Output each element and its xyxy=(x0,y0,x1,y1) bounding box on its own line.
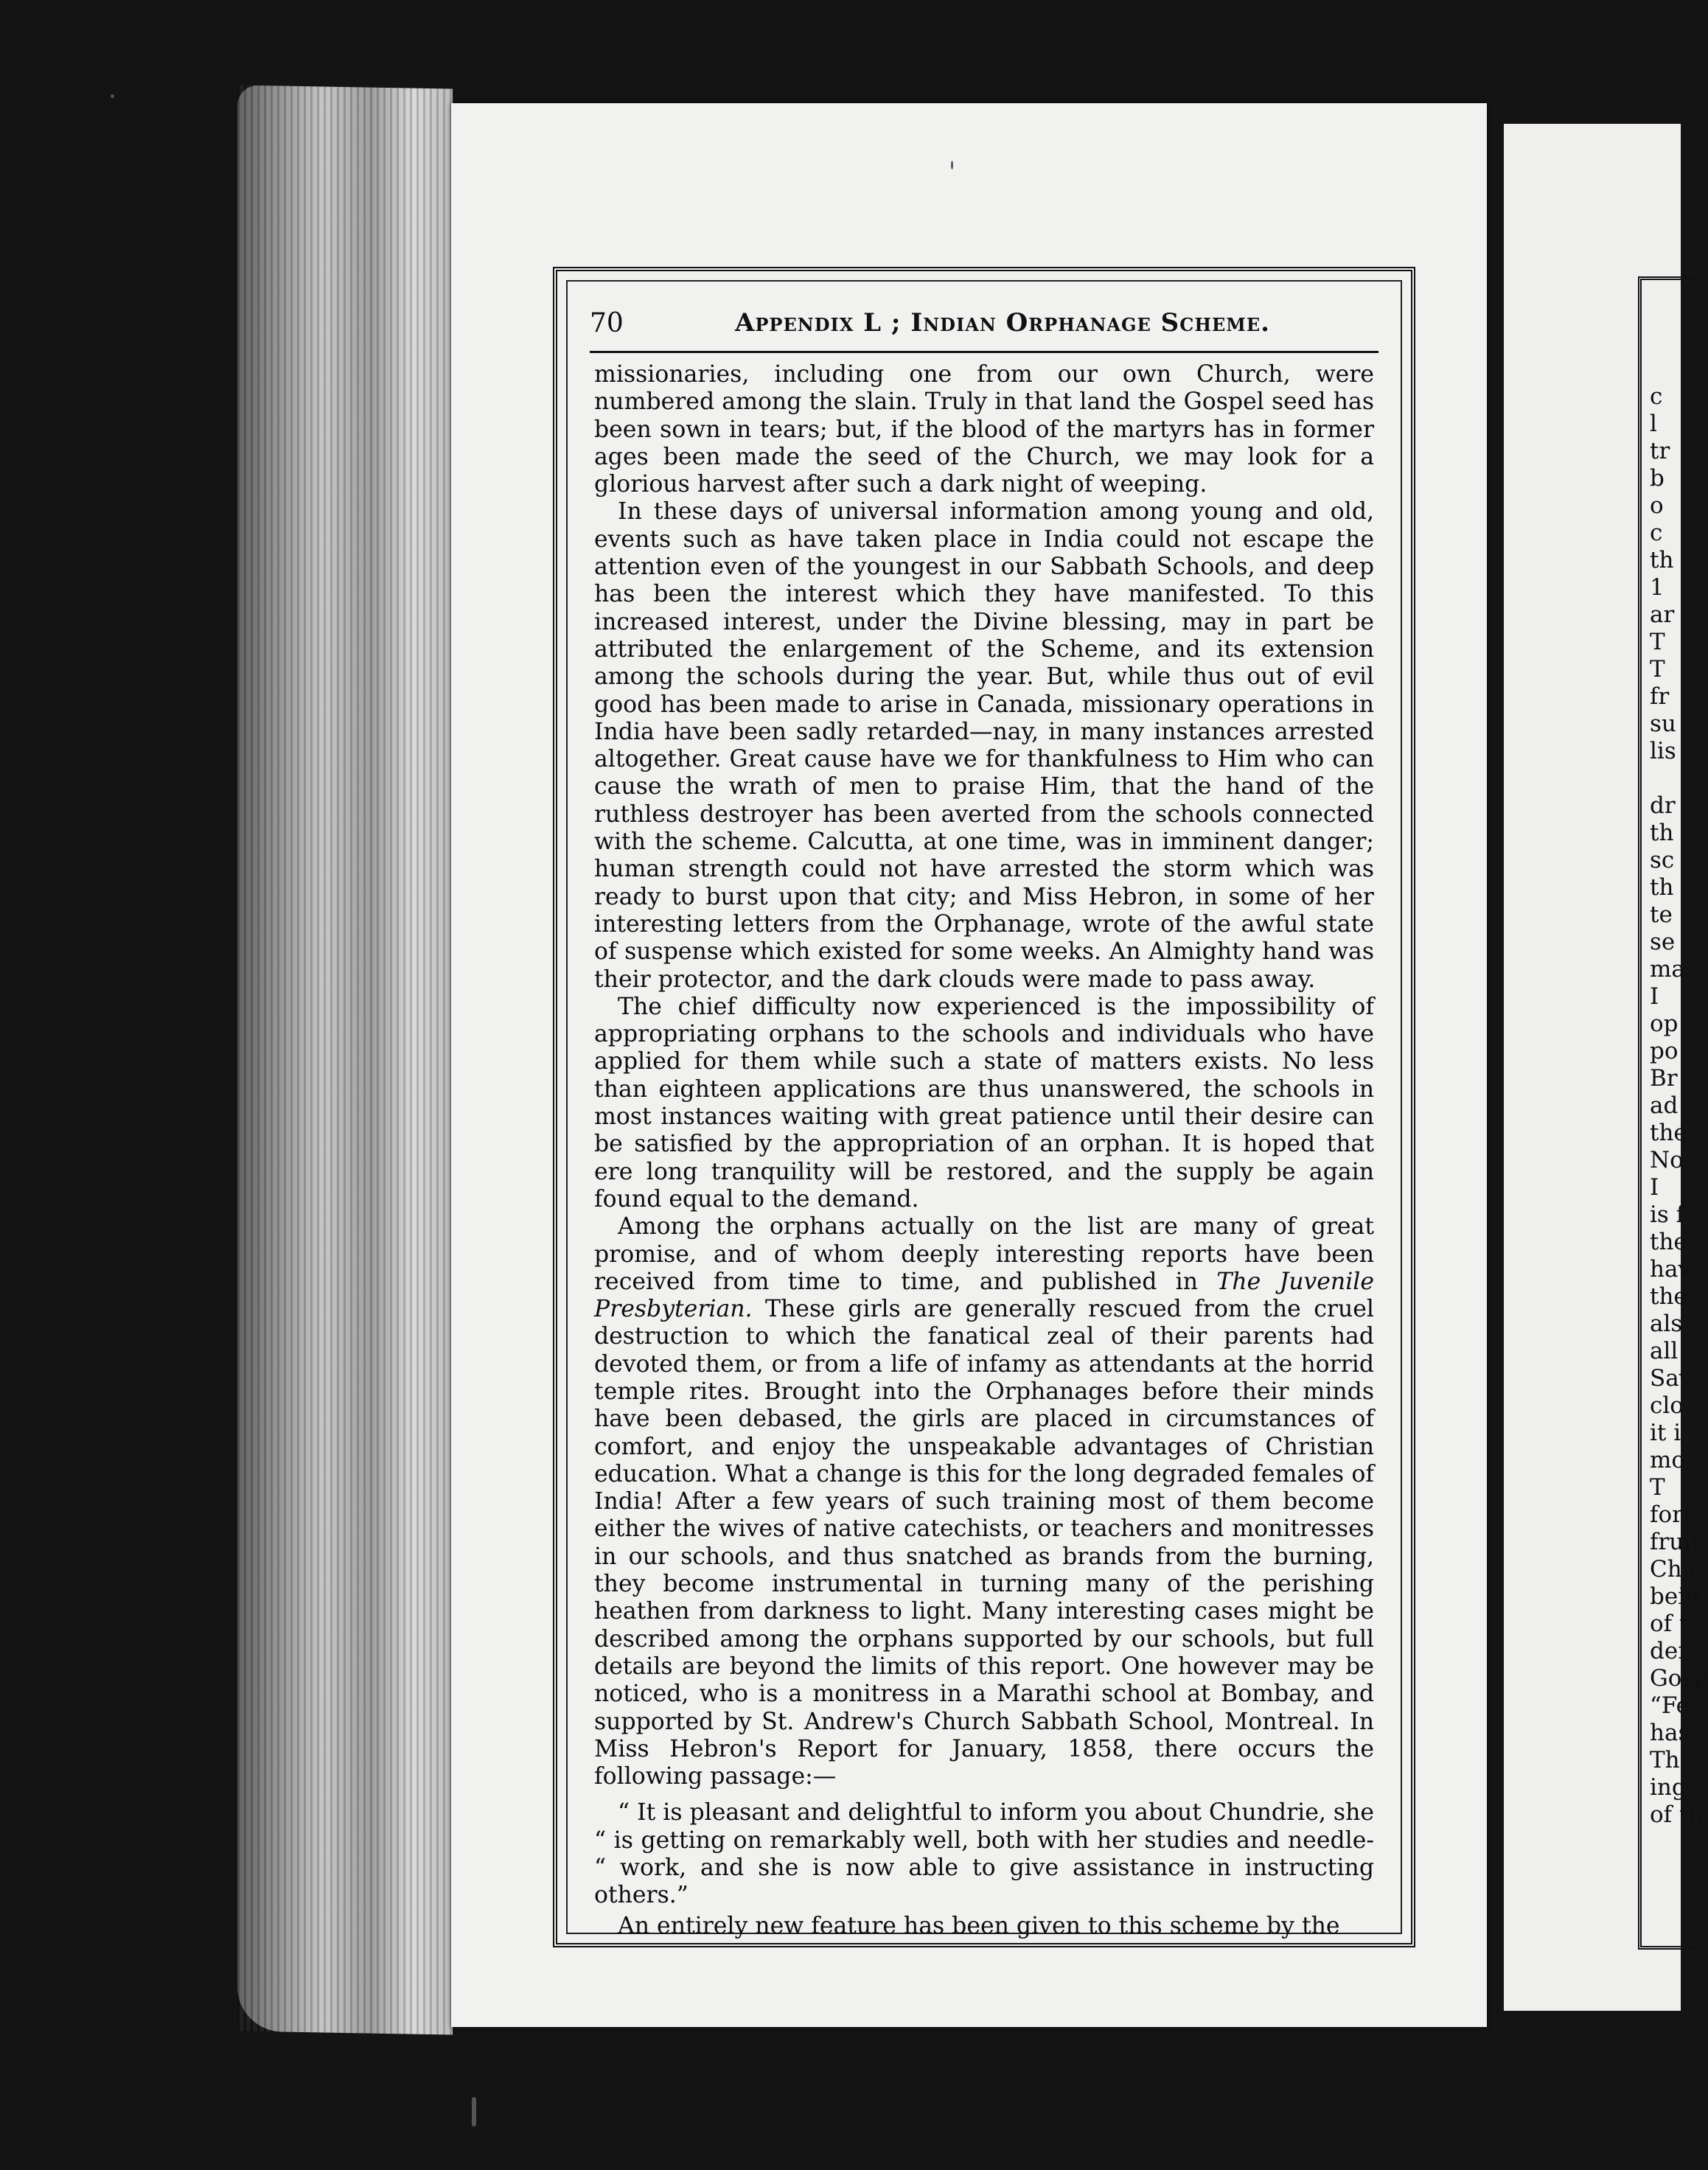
dust-speck xyxy=(472,2097,476,2127)
page-frame-inner xyxy=(566,280,1402,1939)
page-frame xyxy=(553,267,1415,1947)
body-text xyxy=(594,361,1374,1940)
publication-title: The Juvenile Presbyterian. xyxy=(594,1268,1374,1323)
running-head: Appendix L ; Indian Orphanage Scheme. xyxy=(734,308,1271,338)
quoted-passage: “ It is pleasant and delightful to inform you about Chundrie, she “ is getting on remarkably well, both with her studies and needle- “ work, and she is now able to give assistance in instructing others.” xyxy=(594,1799,1374,1909)
dust-speck xyxy=(951,161,953,170)
dust-speck xyxy=(111,94,114,98)
facing-page-text-fragments: c l tr b o c th 1 ar T T fr su lis dr th sc th te se ma I op po Br ad the No I is the hav the als all Sav clo it i mo T fort. fruit Chu bein of t der Gosp “Fe has Th ing of th xyxy=(1650,383,1708,1828)
paragraph-4-part-2: These girls are generally rescued from the cruel destruction to which the fanatical zeal of their parents had devoted them, or from a life of infamy as attendants at the horrid temple rites. Brought into the Orphanages before their minds have been debased, the girls are placed in circumstances of comfort, and enjoy the unspeakable advantages of Christian education. What a change is this for the long degraded females of India! After a few years of such training most of them become either the wives of native catechists, or teachers and monitresses in our schools, and thus snatched as brands from the burning, they become instrumental in turning many of the perishing heathen from darkness to light. Many interesting cases might be described among the orphans supported by our schools, but full details are beyond the limits of this report. One however may be noticed, who is a monitress in a Marathi school at Bombay, and supported by St. Andrew's Church Sabbath School, Montreal. In Miss Hebron's Report for January, 1858, there occurs the following passage:— xyxy=(594,1296,1374,1790)
paragraph-1: missionaries, including one from our own Church, were numbered among the slain. Truly in that land the Gospel seed has been sown in tears; but, if the blood of the martyrs has in former ages been made the seed of the Church, we may look for a glorious harvest after such a dark night of weeping. xyxy=(594,361,1374,498)
paragraph-3: The chief difficulty now experienced is the impossibility of appropriating orphans to the schools and individuals who have applied for them while such a state of matters exists. No less than eighteen applications are thus unanswered, the schools in most instances waiting with great patience until their desire can be satisfied by the appropriation of an orphan. It is hoped that ere long tranquility will be restored, and the supply be again found equal to the demand. xyxy=(594,993,1374,1213)
book-page-edges xyxy=(237,85,453,2034)
paragraph-4-part-1: Among the orphans actually on the list are many of great promise, and of whom deeply interesting reports have been received from time to time, and published in xyxy=(594,1213,1374,1295)
last-line: An entirely new feature has been given to this scheme by the xyxy=(618,1912,1340,1939)
page-number: 70 xyxy=(590,307,624,338)
paragraph-2: In these days of universal information among young and old, events such as have taken place in India could not escape the attention even of the youngest in our Sabbath Schools, and deep has been the interest which they have manifested. To this increased interest, under the Divine blessing, may in part be attributed the enlargement of the Scheme, and its extension among the schools during the year. But, while thus out of evil good has been made to arise in Canada, missionary operations in India have been sadly retarded—nay, in many instances arrested altogether. Great cause have we for thankfulness to Him who can cause the wrath of men to praise Him, that the hand of the ruthless destroyer has been averted from the schools connected with the scheme. Calcutta, at one time, was in imminent danger; human strength could not have arrested the storm which was ready to burst upon that city; and Miss Hebron, in some of her interesting letters from the Orphanage, wrote of the awful state of suspense which existed for some weeks. An Almighty hand was their protector, and the dark clouds were made to pass away. xyxy=(594,498,1374,993)
page-header xyxy=(590,295,1378,353)
paragraph-4 xyxy=(594,1213,1374,1790)
